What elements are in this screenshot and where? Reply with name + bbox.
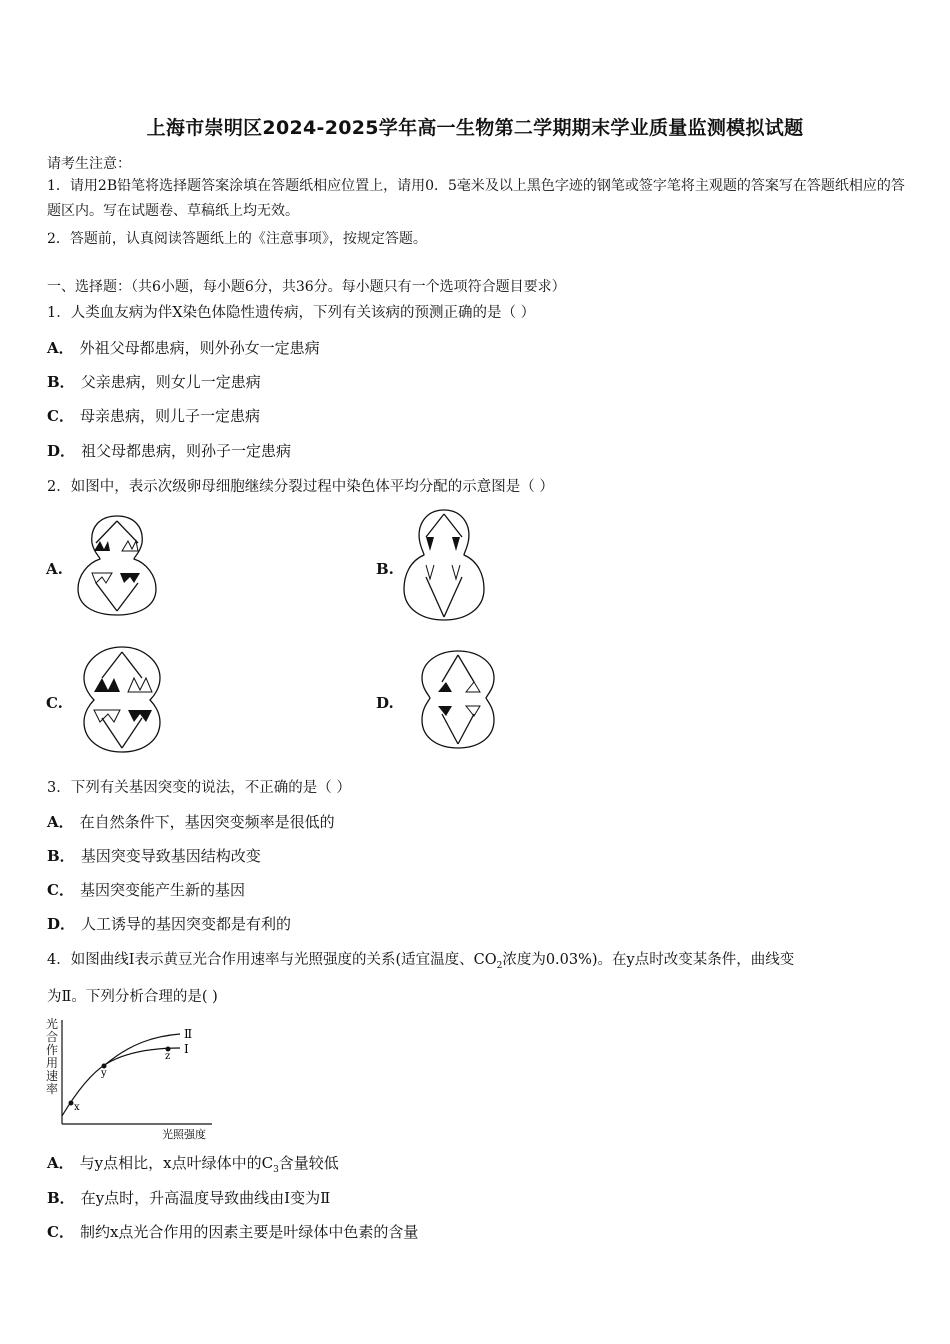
- point-z-label: z: [165, 1051, 171, 1062]
- q1-option-d: D． 祖父母都患病，则孙子一定患病: [47, 442, 292, 460]
- curve-2-label: Ⅱ: [184, 1027, 193, 1041]
- point-x-dot: [69, 1101, 74, 1106]
- q1-stem: 1．人类血友病为伴X染色体隐性遗传病，下列有关该病的预测正确的是（ ）: [47, 305, 536, 321]
- point-y-label: y: [101, 1068, 107, 1079]
- cell-diagram-d: [416, 648, 502, 752]
- cell-diagram-c: [80, 644, 164, 756]
- notice-heading: 请考生注意：: [47, 156, 131, 172]
- q2-label-d: D.: [376, 694, 394, 712]
- q4-option-a: A． 与y点相比，x点叶绿体中的$C_3$含量较低: [47, 1154, 339, 1175]
- q2-label-a: A.: [46, 560, 63, 578]
- curve-1: [62, 1048, 180, 1116]
- point-x-label: x: [74, 1102, 80, 1113]
- q2-stem: 2．如图中，表示次级卵母细胞继续分裂过程中染色体平均分配的示意图是（ ）: [47, 479, 554, 495]
- q3-option-b: B． 基因突变导致基因结构改变: [47, 847, 261, 865]
- q4-option-c: C． 制约x点光合作用的因素主要是叶绿体中色素的含量: [47, 1223, 419, 1241]
- cell-diagram-b: [402, 507, 486, 623]
- q3-option-a: A． 在自然条件下，基因突变频率是很低的: [47, 813, 335, 831]
- q3-option-d: D． 人工诱导的基因突变都是有利的: [47, 915, 292, 933]
- q2-label-c: C.: [46, 694, 63, 712]
- chart-y-label: 光合作用速率: [46, 1017, 59, 1096]
- q4-stem-line1: 4．如图曲线Ⅰ表示黄豆光合作用速率与光照强度的关系(适宜温度、$CO_2$浓度为0.03%)。在y点时改变某条件，曲线变: [47, 952, 795, 971]
- q3-option-c: C． 基因突变能产生新的基因: [47, 881, 245, 899]
- q1-option-c: C． 母亲患病，则儿子一定患病: [47, 407, 260, 425]
- section-heading: 一、选择题：（共6小题，每小题6分，共36分。每小题只有一个选项符合题目要求）: [47, 279, 566, 295]
- q4-stem-line2: 为Ⅱ。下列分析合理的是( ): [47, 989, 218, 1005]
- q1-option-b: B． 父亲患病，则女儿一定患病: [47, 373, 261, 391]
- q4-option-b: B． 在y点时，升高温度导致曲线由Ⅰ变为Ⅱ: [47, 1189, 331, 1207]
- notice-item-1: 1．请用2B铅笔将选择题答案涂填在答题纸相应位置上，请用0．5毫米及以上黑色字迹的钢笔或签字笔将主观题的答案写在答题纸相应的答题区内。写在试题卷、草稿纸上均无效。: [47, 178, 905, 219]
- notice-item-2: 2．答题前，认真阅读答题纸上的《注意事项》，按规定答题。: [47, 231, 427, 247]
- q3-stem: 3．下列有关基因突变的说法，不正确的是（ ）: [47, 780, 351, 796]
- page-title: 上海市崇明区2024-2025学年高一生物第二学期期末学业质量监测模拟试题: [146, 117, 804, 139]
- cell-diagram-a: [74, 513, 160, 617]
- q1-option-a: A． 外祖父母都患病，则外孙女一定患病: [47, 339, 320, 357]
- curve-1-label: Ⅰ: [184, 1042, 189, 1056]
- chart-x-label: 光照强度: [162, 1128, 206, 1141]
- q2-label-b: B.: [376, 560, 394, 578]
- photosynthesis-chart: [44, 1016, 216, 1144]
